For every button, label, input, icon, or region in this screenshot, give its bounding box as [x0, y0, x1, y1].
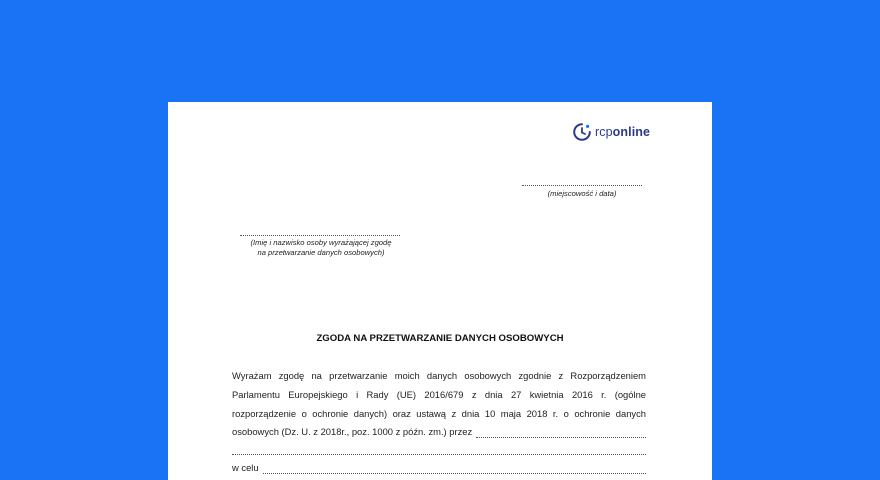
consent-body — [232, 367, 646, 478]
body-line-1: Wyrażam zgodę na przetwarzanie moich danych osobowych zgodnie z Rozporządzeniem — [232, 370, 646, 381]
body-line-4 — [232, 423, 646, 442]
name-caption — [230, 238, 412, 258]
body-line-2: Parlamentu Europejskiego i Rady (UE) 2016/679 z dnia 27 kwietnia 2016 r. (ogólne — [232, 388, 646, 400]
purpose-line — [232, 459, 646, 478]
logo-prefix: rcp — [595, 125, 613, 139]
body-line-4-text: osobowych (Dz. U. z 2018r., poz. 1000 z późn. zm.) przez — [232, 426, 473, 438]
place-date-caption: (miejscowość i data) — [547, 189, 617, 198]
body-line-3: rozporządzenie o ochronie danych) oraz ustawą z dnia 10 maja 2018 r. o ochronie danych — [232, 407, 646, 419]
continuation-line — [232, 454, 646, 455]
name-caption-line2: na przetwarzanie danych osobowych) — [257, 248, 385, 257]
name-line — [240, 235, 400, 236]
logo-text — [595, 125, 650, 139]
document-page — [168, 102, 712, 480]
clock-icon — [572, 122, 592, 142]
purpose-label: w celu — [232, 462, 259, 474]
name-caption-line1: (Imię i nazwisko osoby wyrażającej zgodę — [250, 238, 392, 247]
place-date-line — [522, 185, 642, 186]
purpose-fill-line — [263, 473, 646, 474]
processor-name-line — [476, 437, 646, 438]
document-title: ZGODA NA PRZETWARZANIE DANYCH OSOBOWYCH — [316, 333, 564, 344]
logo-name: online — [612, 125, 651, 139]
rcponline-logo — [572, 122, 650, 142]
